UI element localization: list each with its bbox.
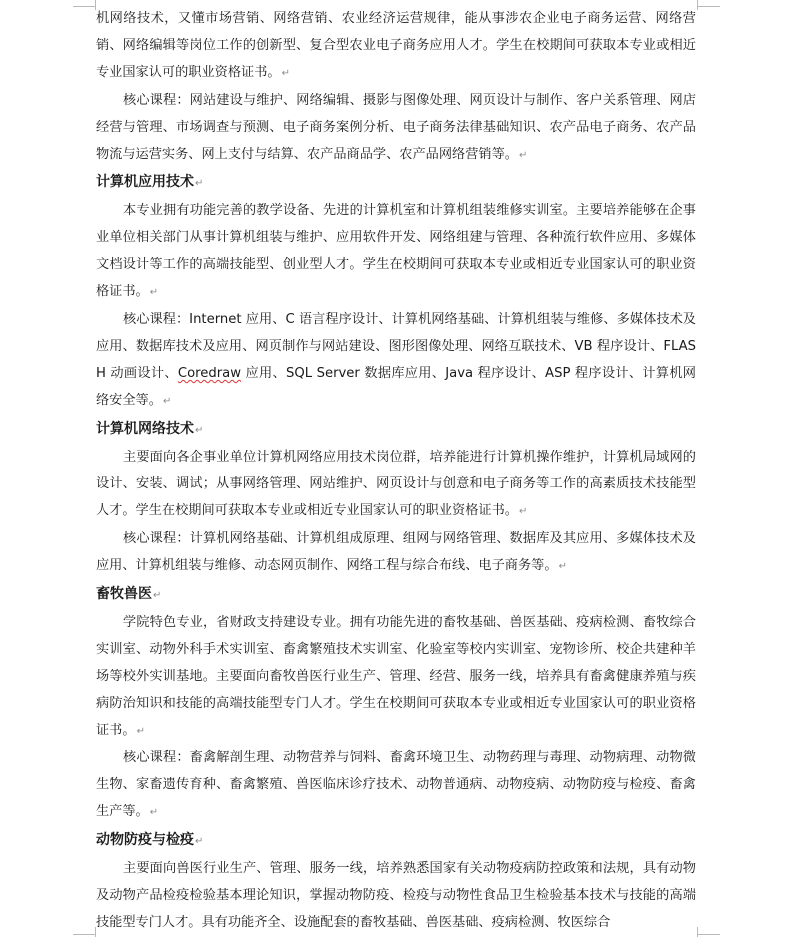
paragraph-mark: ↵ bbox=[162, 395, 172, 407]
spellcheck-flagged-word[interactable]: Coredraw bbox=[177, 365, 242, 381]
paragraph-mark: ↵ bbox=[136, 725, 145, 737]
page-corner-mark-top-right bbox=[698, 6, 720, 7]
heading-computer-application[interactable]: 计算机应用技术↵ bbox=[96, 174, 204, 191]
page-corner-tick-bottom-right bbox=[697, 927, 698, 937]
paragraph-mark: ↵ bbox=[519, 506, 528, 518]
page-corner-mark-bottom-right bbox=[698, 934, 720, 935]
paragraph-ecommerce-intro[interactable]: 机网络技术，又懂市场营销、网络营销、农业经济运营规律，能从事涉农企业电子商务运营、网络营销、网络编辑等岗位工作的创新型、复合型农业电子商务应用人才。学生在校期间可获取本专业或相近专业国家认可的职业资格证书。↵ bbox=[96, 11, 696, 80]
paragraph-computer-network-intro[interactable]: 主要面向各企事业单位计算机网络应用技术岗位群，培养能进行计算机操作维护，计算机局域网的设计、安装、调试；从事网络管理、网站维护、网页设计与创意和电子商务等工作的高素质技术技能型人才。学生在校期间可获取本专业或相近专业国家认可的职业资格证书。↵ bbox=[96, 449, 696, 519]
paragraph-mark: ↵ bbox=[281, 67, 291, 79]
paragraph-computer-network-courses[interactable]: 核心课程：计算机网络基础、计算机组成原理、组网与网络管理、数据库及其应用、多媒体技术及应用、计算机组装与维修、动态网页制作、网络工程与综合布线、电子商务等。↵ bbox=[96, 531, 696, 574]
paragraph-computer-application-intro[interactable]: 本专业拥有功能完善的教学设备、先进的计算机室和计算机组装维修实训室。主要培养能够在企事业单位相关部门从事计算机组装与维护、应用软件开发、网络组建与管理、各种流行软件应用、多媒体文档设计等工作的高端技能型、创业型人才。学生在校期间可获取本专业或相近专业国家认可的职业资格证书。↵ bbox=[96, 203, 696, 300]
paragraph-mark: ↵ bbox=[149, 287, 159, 299]
paragraph-ecommerce-courses[interactable]: 核心课程：网站建设与维护、网络编辑、摄影与图像处理、网页设计与制作、客户关系管理、网店经营与管理、市场调查与预测、电子商务案例分析、电子商务法律基础知识、农产品电子商务、农产品物流与运营实务、网上支付与结算、农产品商品学、农产品网络营销等。↵ bbox=[96, 92, 696, 162]
heading-animal-husbandry[interactable]: 畜牧兽医↵ bbox=[96, 586, 162, 603]
paragraph-mark: ↵ bbox=[195, 424, 204, 436]
paragraph-mark: ↵ bbox=[195, 178, 204, 190]
paragraph-animal-epidemic-prevention-intro[interactable]: 主要面向兽医行业生产、管理、服务一线，培养熟悉国家有关动物疫病防控政策和法规，具有动物及动物产品检疫检验基本理论知识，掌握动物防疫、检疫与动物性食品卫生检验基本技术与技能的高端技能型专门人才。具有功能齐全、设施配套的畜牧基础、兽医基础、疫病检测、牧医综合 bbox=[96, 861, 696, 930]
page-corner-mark-top-left bbox=[73, 6, 95, 7]
paragraph-mark: ↵ bbox=[558, 561, 567, 573]
paragraph-computer-application-courses[interactable]: 核心课程：Internet 应用、C 语言程序设计、计算机网络基础、计算机组装与维修、多媒体技术及应用、数据库技术及应用、网页制作与网站建设、图形图像处理、网络互联技术、VB 程序设计、FLASH 动画设计、Coredraw 应用、SQL Server 数据库应用、Java 程序设计、ASP 程序设计、计算机网络安全等。↵ bbox=[96, 311, 696, 408]
paragraph-mark: ↵ bbox=[519, 149, 528, 161]
paragraph-animal-husbandry-intro[interactable]: 学院特色专业，省财政支持建设专业。拥有功能先进的畜牧基础、兽医基础、疫病检测、畜牧综合实训室、动物外科手术实训室、畜禽繁殖技术实训室、化验室等校内实训室、宠物诊所、校企共建种羊场等校外实训基地。主要面向畜牧兽医行业生产、管理、经营、服务一线，培养具有畜禽健康养殖与疾病防治知识和技能的高端技能型专门人才。学生在校期间可获取本专业或相近专业国家认可的职业资格证书。↵ bbox=[96, 614, 696, 738]
heading-computer-network[interactable]: 计算机网络技术↵ bbox=[96, 420, 204, 437]
paragraph-mark: ↵ bbox=[195, 836, 204, 848]
document-body[interactable] bbox=[96, 6, 696, 937]
page-corner-tick-top-right bbox=[697, 0, 698, 10]
heading-animal-epidemic-prevention[interactable]: 动物防疫与检疫↵ bbox=[96, 832, 204, 849]
paragraph-mark: ↵ bbox=[149, 807, 159, 819]
paragraph-mark: ↵ bbox=[153, 590, 162, 602]
paragraph-animal-husbandry-courses[interactable]: 核心课程：畜禽解剖生理、动物营养与饲料、畜禽环境卫生、动物药理与毒理、动物病理、动物微生物、家畜遗传育种、畜禽繁殖、兽医临床诊疗技术、动物普通病、动物疫病、动物防疫与检疫、畜禽生产等。↵ bbox=[96, 750, 696, 820]
page-corner-mark-bottom-left bbox=[73, 934, 95, 935]
